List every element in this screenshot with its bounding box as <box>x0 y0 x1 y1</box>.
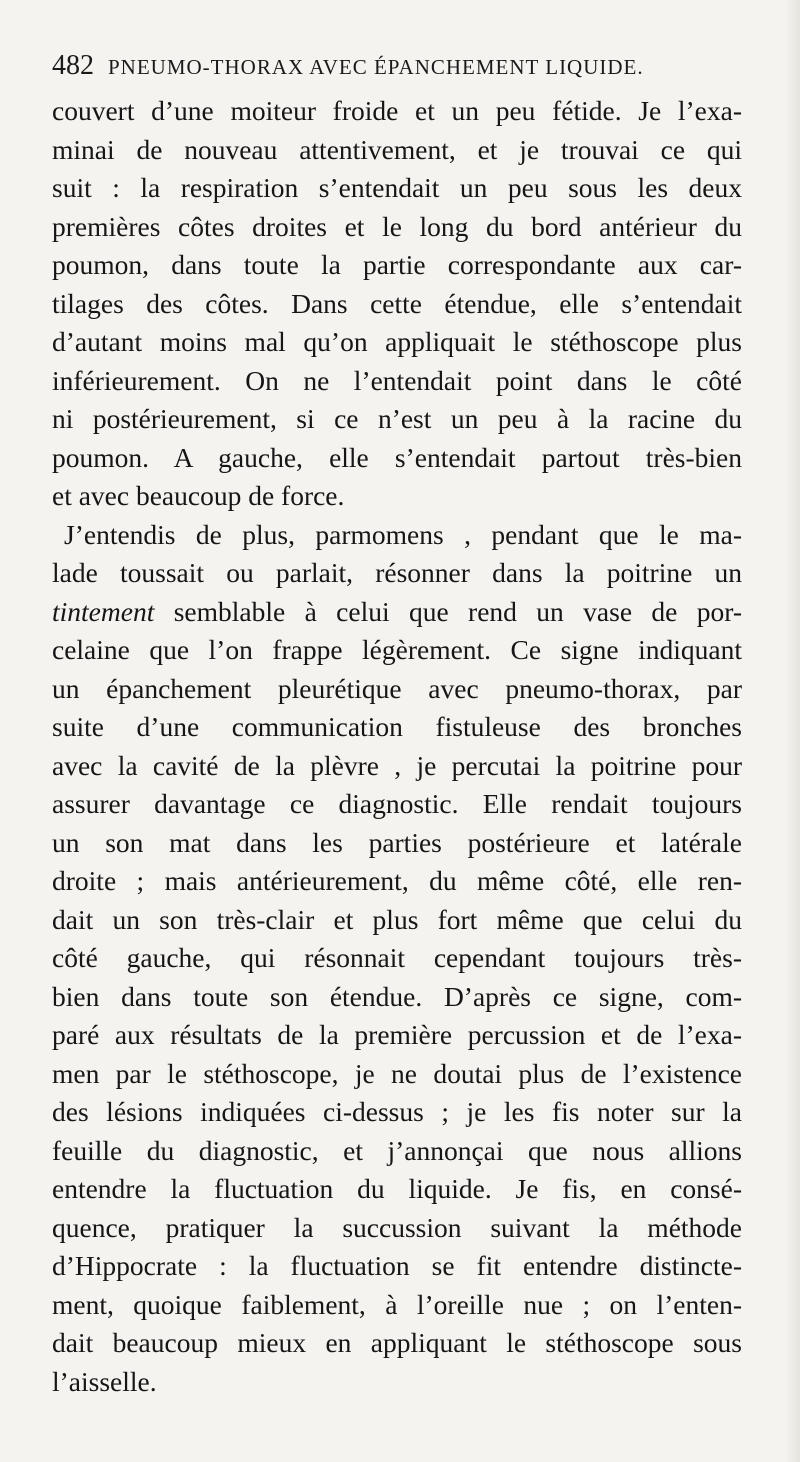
text-line: des lésions indiquées ci-dessus ; je les fis noter sur la <box>52 1096 742 1127</box>
italic-term: tintement <box>52 595 155 627</box>
text-line: paré aux résultats de la première percussion et de l’exa- <box>52 1019 742 1050</box>
text-line: poumon. A gauche, elle s’entendait partout très-bien <box>52 441 742 473</box>
text-line: d’Hippocrate : la fluctuation se fit entendre distincte- <box>52 1250 742 1281</box>
text-line: minai de nouveau attentivement, et je trouvai ce qui <box>52 133 742 165</box>
text-line: dait un son très-clair et plus fort même que celui du <box>52 903 742 935</box>
page-edge-shadow <box>786 0 800 1462</box>
text-line: suite d’une communication fistuleuse des bronches <box>52 711 742 742</box>
text-line: couvert d’une moiteur froide et un peu fétide. Je l’exa- <box>52 95 742 126</box>
text-line: dait beaucoup mieux en appliquant le stéthoscope sous <box>52 1327 742 1358</box>
text-line: l’aisselle. <box>52 1365 157 1397</box>
text-line: entendre la fluctuation du liquide. Je fis, en consé- <box>52 1173 742 1204</box>
text-line: feuille du diagnostic, et j’annonçai que nous allions <box>52 1134 742 1166</box>
text-line: poumon, dans toute la partie correspondante aux car- <box>52 249 742 280</box>
text-line: et avec beaucoup de force. <box>52 480 345 511</box>
text-line: avec la cavité de la plèvre , je percutai la poitrine pour <box>52 749 742 781</box>
text-line: assurer davantage ce diagnostic. Elle rendait toujours <box>52 788 742 819</box>
text-line: côté gauche, qui résonnait cependant toujours très- <box>52 942 742 973</box>
text-line: bien dans toute son étendue. D’après ce signe, com- <box>52 980 742 1012</box>
text-line: tilages des côtes. Dans cette étendue, elle s’entendait <box>52 287 742 319</box>
text-line: men par le stéthoscope, je ne doutai plus de l’existence <box>52 1057 742 1089</box>
text-line: lade toussait ou parlait, résonner dans la poitrine un <box>52 557 742 588</box>
body-text <box>52 92 742 1401</box>
text-line: ni postérieurement, si ce n’est un peu à la racine du <box>52 403 742 434</box>
text-line: suit : la respiration s’entendait un peu sous les deux <box>52 172 742 203</box>
text-line-rest: semblable à celui que rend un vase de por- <box>173 595 742 627</box>
text-line: premières côtes droites et le long du bord antérieur du <box>52 210 742 242</box>
text-line: celaine que l’on frappe légèrement. Ce signe indiquant <box>52 634 742 665</box>
text-line: droite ; mais antérieurement, du même côté, elle ren- <box>52 865 742 896</box>
text-line: un son mat dans les parties postérieure et latérale <box>52 826 742 858</box>
text-line: d’autant moins mal qu’on appliquait le stéthoscope plus <box>52 326 742 357</box>
text-line: J’entendis de plus, parmomens , pendant que le ma- <box>64 518 742 550</box>
text-line: un épanchement pleurétique avec pneumo-thorax, par <box>52 672 742 704</box>
page-header <box>52 50 712 90</box>
running-head: PNEUMO-THORAX AVEC ÉPANCHEMENT LIQUIDE. <box>108 55 644 79</box>
text-line: inférieurement. On ne l’entendait point dans le côté <box>52 364 742 396</box>
text-line: quence, pratiquer la succussion suivant la méthode <box>52 1211 742 1243</box>
text-line: ment, quoique faiblement, à l’oreille nue ; on l’enten- <box>52 1288 742 1320</box>
page-number: 482 <box>52 50 94 81</box>
text-line-with-italic <box>52 593 742 632</box>
